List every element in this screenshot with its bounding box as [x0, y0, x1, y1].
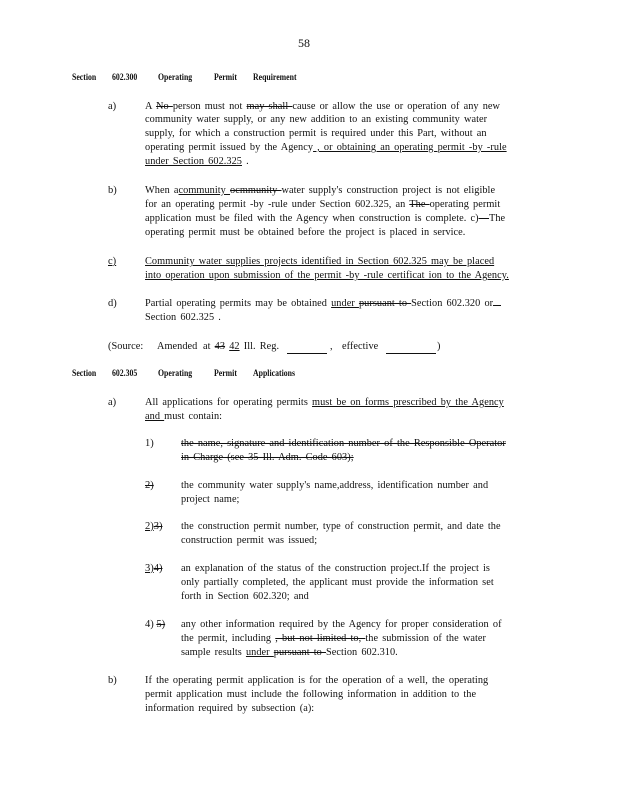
subsection-label: d)	[108, 298, 117, 309]
section-word: Section	[72, 73, 97, 83]
section-title-word: Permit	[214, 369, 237, 379]
inserted-text: 42	[229, 341, 240, 352]
paragraph-line: the construction permit number, type of construction permit, and date the	[181, 521, 501, 532]
text: All applications for operating permits	[145, 397, 313, 408]
subsection-label: a)	[108, 397, 117, 408]
paragraph-line: project name;	[181, 494, 240, 505]
text: Section 602.320 or	[411, 298, 494, 309]
deleted-text: The	[409, 199, 430, 210]
paragraph-line	[145, 156, 249, 167]
source-text: )	[437, 341, 441, 352]
item-label	[145, 521, 163, 532]
subsection-label: a)	[108, 101, 117, 112]
section-number: 602.305	[112, 369, 138, 379]
paragraph-line	[181, 633, 486, 644]
item-label	[145, 619, 165, 630]
paragraph-line: supply, for which a construction permit is required under this Part, without an	[145, 128, 487, 139]
item-label: 1)	[145, 438, 154, 449]
subsection-label: c)	[108, 256, 117, 267]
section-title-word: Operating	[158, 369, 193, 379]
paragraph-line: only partially completed, the applicant must provide the information set	[181, 577, 494, 588]
text: the permit, including	[181, 633, 276, 644]
paragraph-line: permit application must include the following information in addition to the	[145, 689, 477, 700]
deleted-text: ocmmunity	[230, 185, 282, 196]
paragraph-line: any other information required by the Agency for proper consideration of	[181, 619, 502, 630]
text: application must be filed with the Agency when construction is complete. c)	[145, 213, 479, 224]
text: the submission of the water	[365, 633, 486, 644]
paragraph-line	[145, 185, 495, 196]
source-text: Amended	[157, 341, 198, 352]
text: operating permit issued by the Agency	[145, 142, 314, 153]
register-page-blank	[287, 341, 327, 354]
item-label	[145, 563, 163, 574]
deleted-line: in Charge (see 35 Ill. Adm. Code 603);	[181, 452, 354, 463]
inserted-text: 2)	[145, 521, 154, 532]
paragraph-line	[145, 142, 507, 153]
inserted-text: , or obtaining an operating permit -by -rule	[313, 142, 507, 153]
section-title-word: Permit	[214, 73, 237, 83]
inserted-text: under	[331, 298, 359, 309]
deleted-text: 5)	[156, 619, 166, 630]
paragraph-line: the community water supply's name,address, identification number and	[181, 480, 489, 491]
text: sample results	[181, 647, 246, 658]
text: The	[489, 213, 506, 224]
paragraph-line: Section 602.325 .	[145, 312, 221, 323]
section-title-word: Operating	[158, 73, 193, 83]
paragraph-line	[145, 199, 500, 210]
inserted-text: and	[145, 411, 165, 422]
text: water supply's construction project is not eligible	[281, 185, 496, 196]
page-number: 58	[298, 36, 310, 50]
paragraph-line: an explanation of the status of the construction project.If the project is	[181, 563, 490, 574]
text: at	[203, 341, 215, 352]
section-title-word: Requirement	[253, 73, 297, 83]
deleted-line: the name, signature and identification number of the Responsible Operator	[181, 438, 506, 449]
deleted-text: pursuant to	[273, 647, 326, 658]
text: When a	[145, 185, 179, 196]
paragraph-line: information required by subsection (a):	[145, 703, 315, 714]
deleted-text: No	[156, 101, 173, 112]
paragraph-line: forth in Section 602.320; and	[181, 591, 309, 602]
paragraph-line	[145, 101, 500, 112]
text: 4)	[145, 619, 154, 630]
effective-date-blank	[386, 341, 436, 354]
blank-line	[493, 305, 501, 306]
paragraph-line	[145, 298, 501, 309]
paragraph-line: operating permit must be obtained before the project is placed in service.	[145, 227, 466, 238]
inserted-text: under	[245, 647, 274, 658]
section-title-word: Applications	[253, 369, 295, 379]
text: operating permit	[429, 199, 501, 210]
text: must contain:	[164, 411, 223, 422]
text: Partial operating permits may be obtained	[145, 298, 332, 309]
text: cause or allow the use or operation of any new	[292, 101, 501, 112]
paragraph-line	[181, 647, 398, 658]
paragraph-line	[145, 213, 505, 224]
item-label-deleted: 2)	[145, 480, 154, 491]
deleted-text: may shall	[246, 101, 293, 112]
deleted-text: 3)	[153, 521, 163, 532]
deleted-text: pursuant to	[358, 298, 412, 309]
section-number: 602.300	[112, 73, 138, 83]
text: for an operating permit -by -rule under Section 602.325, an	[145, 199, 410, 210]
paragraph-line	[145, 411, 222, 422]
subsection-label: b)	[108, 675, 117, 686]
text: Section 602.310.	[326, 647, 398, 658]
text: person must not	[172, 101, 247, 112]
deleted-text: 43	[214, 341, 226, 352]
section-word: Section	[72, 369, 97, 379]
text: A	[145, 101, 157, 112]
source-label: (Source:	[108, 341, 144, 352]
deleted-text: 4)	[153, 563, 163, 574]
source-text	[203, 341, 279, 352]
paragraph-line: If the operating permit application is for the operation of a well, the operating	[145, 675, 489, 686]
inserted-text: 3)	[145, 563, 154, 574]
text: .	[242, 156, 249, 167]
text: Ill. Reg.	[239, 341, 280, 352]
inserted-text: must be on forms prescribed by the Agency	[312, 397, 504, 408]
deleted-text: , but not limited to,	[275, 633, 366, 644]
inserted-text: under Section 602.325	[145, 156, 242, 167]
paragraph-line	[145, 397, 504, 408]
inserted-text: community	[178, 185, 231, 196]
subsection-label: b)	[108, 185, 117, 196]
paragraph-line: Community water supplies projects identified in Section 602.325 may be placed	[145, 256, 495, 267]
paragraph-line: construction permit was issued;	[181, 535, 318, 546]
source-text: ,	[330, 341, 333, 352]
deleted-text: —	[478, 213, 490, 224]
source-text: effective	[342, 341, 379, 352]
paragraph-line: into operation upon submission of the permit -by -rule certificat ion to the Agency.	[145, 270, 509, 281]
paragraph-line: community water supply, or any new addition to an existing community water	[145, 114, 488, 125]
